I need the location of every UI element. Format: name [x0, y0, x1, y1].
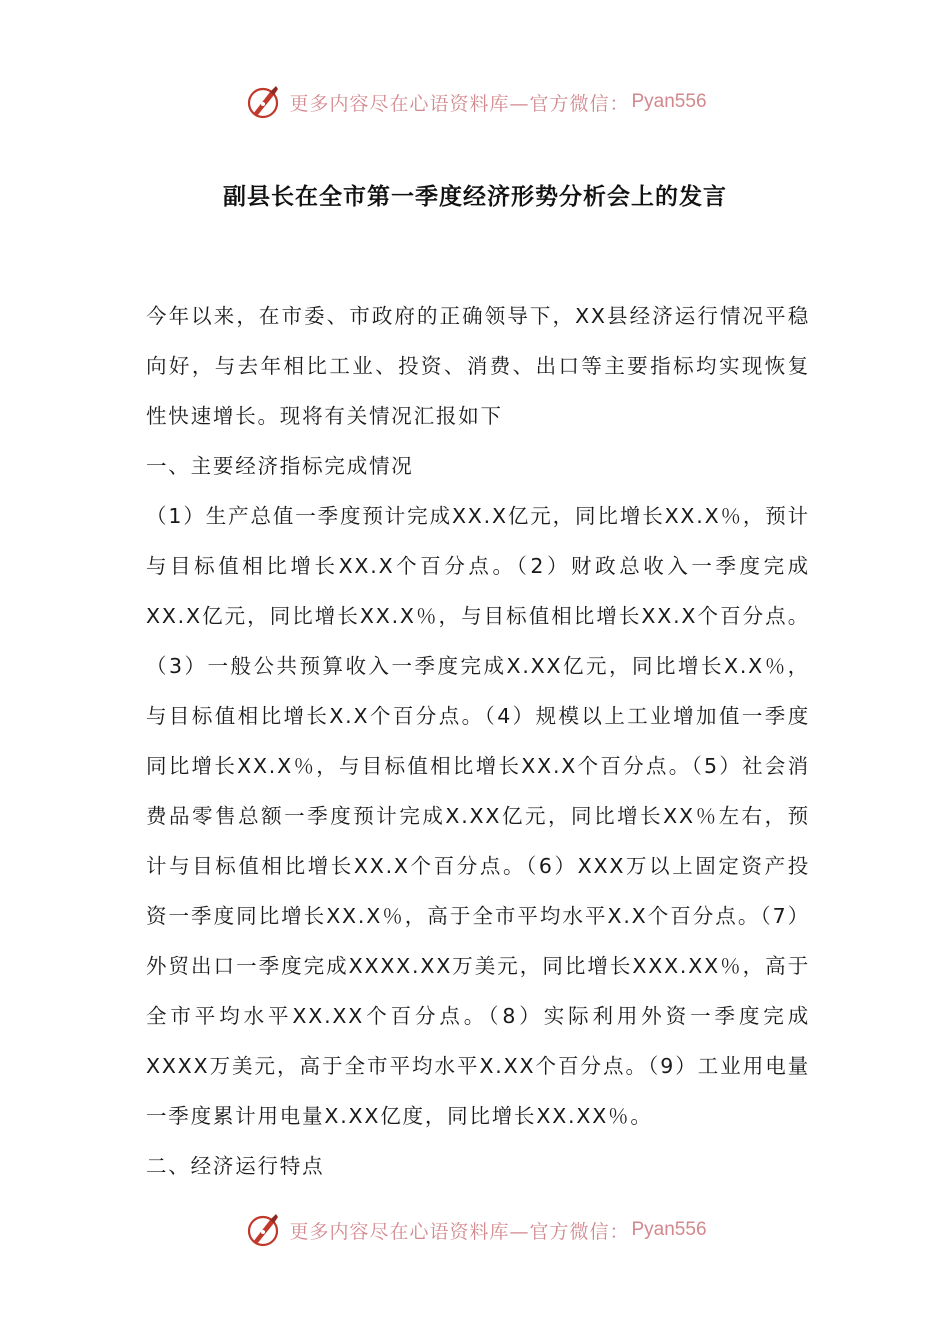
document-body — [146, 291, 810, 1191]
watermark-text: 更多内容尽在心语资料库—官方微信： — [289, 92, 630, 115]
header-watermark — [0, 82, 950, 122]
pen-nib-circle-icon — [243, 82, 283, 122]
section-heading-2: 二、经济运行特点 — [146, 1154, 325, 1178]
pen-nib-circle-icon — [243, 1210, 283, 1250]
footer-watermark — [0, 1210, 950, 1250]
indicators-paragraph: （1）生产总值一季度预计完成XX.X亿元，同比增长XX.X％，预计与目标值相比增长XX.X个百分点。（2）财政总收入一季度完成XX.X亿元，同比增长XX.X％，与目标值相比增长XX.X个百分点。（3）一般公共预算收入一季度完成X.XX亿元，同比增长X.X％，与目标值相比增长X.X个百分点。（4）规模以上工业增加值一季度同比增长XX.X％，与目标值相比增长XX.X个百分点。（5）社会消费品零售总额一季度预计完成X.XX亿元，同比增长XX％左右，预计与目标值相比增长XX.X个百分点。（6）XXX万以上固定资产投资一季度同比增长XX.X％，高于全市平均水平X.X个百分点。（7）外贸出口一季度完成XXXX.XX万美元，同比增长XXX.XX％，高于全市平均水平XX.XX个百分点。（8）实际利用外资一季度完成XXXX万美元，高于全市平均水平X.XX个百分点。（9）工业用电量一季度累计用电量X.XX亿度，同比增长XX.XX％。 — [146, 504, 810, 1128]
section-heading-1: 一、主要经济指标完成情况 — [146, 454, 414, 478]
watermark-text: 更多内容尽在心语资料库—官方微信： — [289, 1220, 630, 1243]
document-title: 副县长在全市第一季度经济形势分析会上的发言 — [223, 184, 727, 210]
watermark-wechat-id: Pyan556 — [631, 91, 707, 112]
watermark-wechat-id: Pyan556 — [631, 1219, 707, 1240]
intro-paragraph: 今年以来，在市委、市政府的正确领导下，XX县经济运行情况平稳向好，与去年相比工业、投资、消费、出口等主要指标均实现恢复性快速增长。现将有关情况汇报如下 — [146, 304, 810, 428]
